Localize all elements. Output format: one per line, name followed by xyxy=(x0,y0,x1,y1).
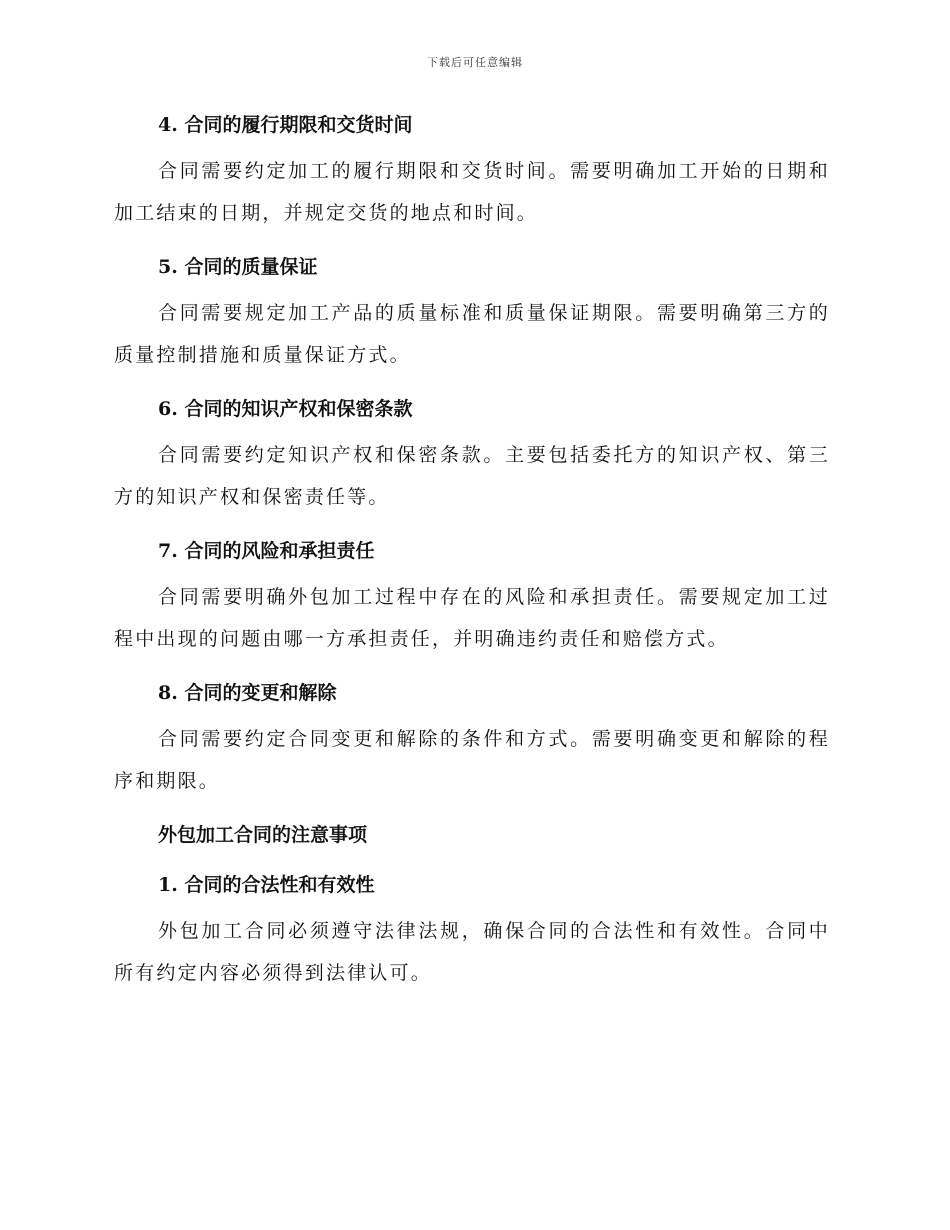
section-4 xyxy=(114,112,830,234)
section-paragraph: 合同需要约定知识产权和保密条款。主要包括委托方的知识产权、第三方的知识产权和保密责任等。 xyxy=(114,444,830,508)
section-heading: 8. 合同的变更和解除 xyxy=(158,682,337,704)
section-paragraph: 合同需要规定加工产品的质量标准和质量保证期限。需要明确第三方的质量控制措施和质量保证方式。 xyxy=(114,302,830,366)
section-paragraph: 合同需要明确外包加工过程中存在的风险和承担责任。需要规定加工过程中出现的问题由哪一方承担责任，并明确违约责任和赔偿方式。 xyxy=(114,586,830,650)
section-heading: 4. 合同的履行期限和交货时间 xyxy=(158,114,413,136)
section-6 xyxy=(114,396,830,518)
section-paragraph: 合同需要约定合同变更和解除的条件和方式。需要明确变更和解除的程序和期限。 xyxy=(114,728,830,792)
page-header-note: 下载后可任意编辑 xyxy=(427,56,523,69)
section-5 xyxy=(114,254,830,376)
note-1 xyxy=(114,872,830,994)
document-body xyxy=(114,112,830,1014)
section-8 xyxy=(114,680,830,802)
section-heading: 6. 合同的知识产权和保密条款 xyxy=(158,398,413,420)
section-7 xyxy=(114,538,830,660)
section-heading: 5. 合同的质量保证 xyxy=(158,256,318,278)
section-heading: 7. 合同的风险和承担责任 xyxy=(158,540,375,562)
note-heading: 1. 合同的合法性和有效性 xyxy=(158,874,375,896)
note-paragraph: 外包加工合同必须遵守法律法规，确保合同的合法性和有效性。合同中所有约定内容必须得到法律认可。 xyxy=(114,920,830,984)
section-paragraph: 合同需要约定加工的履行期限和交货时间。需要明确加工开始的日期和加工结束的日期，并规定交货的地点和时间。 xyxy=(114,160,830,224)
notes-title: 外包加工合同的注意事项 xyxy=(158,824,368,846)
notes-title-block xyxy=(114,822,830,848)
